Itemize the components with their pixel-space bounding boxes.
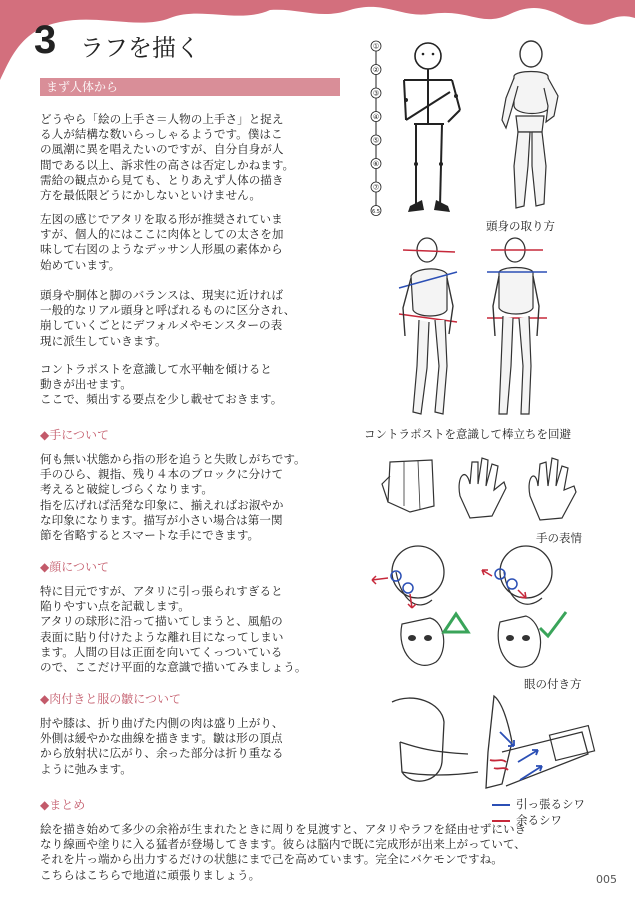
chapter-number: 3 (34, 18, 57, 62)
proportion-figure-illustration (366, 36, 611, 221)
paragraph-face: 特に目元ですが、アタリに引っ張られすぎると 陥りやすい点を記載します。 アタリの球形に沿って描いてしまうと、風船の 表面に貼り付けたような離れ目になってしまい ます。人間の目は正面を向いてくっついている ので、ここだけ平面的な意識で描いてみましょう。 (40, 584, 307, 675)
ruler-mark-label: ④ (372, 113, 380, 121)
legend-red-line (492, 820, 510, 822)
paragraph-hands: 何も無い状態から指の形を追うと失敗しがちです。 手のひら、親指、残り４本のブロックに分けて 考えると破綻しづらくなります。 指を広げれば活発な印象に、揃えればお淑やか な印象になります。描写が小さい場合は第一関 節を省略するとスマートな手にできます。 (40, 452, 306, 543)
chapter-title: ラフを描く (80, 34, 200, 62)
paragraph-intro: どうやら「絵の上手さ＝人物の上手さ」と捉え る人が結構な数いらっしゃるようです。僕はこ の風潮に異を唱えたいのですが、自分自身が人 間である以上、訴求性の高さは否定しかねます。 需給の観点から見ても、とりあえず人体の描き 方を最低限どうにかしないといけません。 (40, 112, 295, 203)
subhead-flesh: ◆肉付きと服の皺について (40, 692, 181, 706)
caption-eyes: 眼の付き方 (524, 677, 582, 691)
section-title-bar: まず人体から (40, 78, 340, 96)
eyes-illustration (366, 542, 606, 682)
legend-blue-line (492, 804, 510, 806)
paragraph-flesh: 肘や膝は、折り曲げた内側の肉は盛り上がり、 外側は緩やかな曲線を描きます。皺は形の頂点 から放射状に広がり、余った部分は折り重なる ように弛みます。 (40, 716, 284, 776)
paragraph-contrapposto: コントラポストを意識して水平軸を傾けると 動きが出せます。 ここで、頻出する要点を少し載せておきます。 (40, 362, 283, 407)
paragraph-summary: 絵を描き始めて多少の余裕が生まれたときに周りを見渡すと、アタリやラフを経由せずにいき なり線画や塗りに入る猛者が登場してきます。彼らは脳内で既に完成形が出来上がっていて、 それを片っ端から出力するだけの状態にまで己を高めています。完全にバケモンですね。 こちらはこちらで地道に頑張りましょう。 (40, 822, 527, 882)
caption-contrapposto: コントラポストを意識して棒立ちを回避 (364, 427, 571, 441)
ruler-mark-label: ⑦ (372, 183, 380, 192)
caption-slack-wrinkle: 余るシワ (516, 813, 562, 827)
subhead-face: ◆顔について (40, 560, 109, 574)
wrinkles-illustration (382, 692, 610, 794)
hands-illustration (380, 456, 610, 530)
page-number: 005 (596, 873, 617, 886)
ruler-mark-label: ① (372, 42, 380, 51)
caption-hands: 手の表情 (536, 531, 582, 545)
ruler-mark-label: ② (372, 66, 380, 74)
ruler-mark-label: ⑥ (372, 160, 380, 168)
ruler-mark-label: 6.5 (372, 209, 380, 215)
paragraph-proportion: 頭身や胴体と脚のバランスは、現実に近ければ 一般的なリアル頭身と呼ばれるものに区分され、 崩していくごとにデフォルメやモンスターの表 現に派生していきます。 (40, 288, 296, 348)
caption-proportion: 頭身の取り方 (486, 219, 555, 233)
paragraph-atari: 左図の感じでアタリを取る形が推奨されていま すが、個人的にはここに肉体としての太さを加 味して右図のようなデッサン人形風の素体から 始めています。 (40, 212, 284, 272)
subhead-summary: ◆まとめ (40, 798, 86, 812)
subhead-hands: ◆手について (40, 428, 109, 442)
ruler-mark-label: ③ (372, 89, 380, 98)
caption-pull-wrinkle: 引っ張るシワ (516, 797, 585, 811)
ruler-mark-label: ⑤ (372, 136, 380, 145)
contrapposto-figure-illustration (395, 236, 565, 424)
